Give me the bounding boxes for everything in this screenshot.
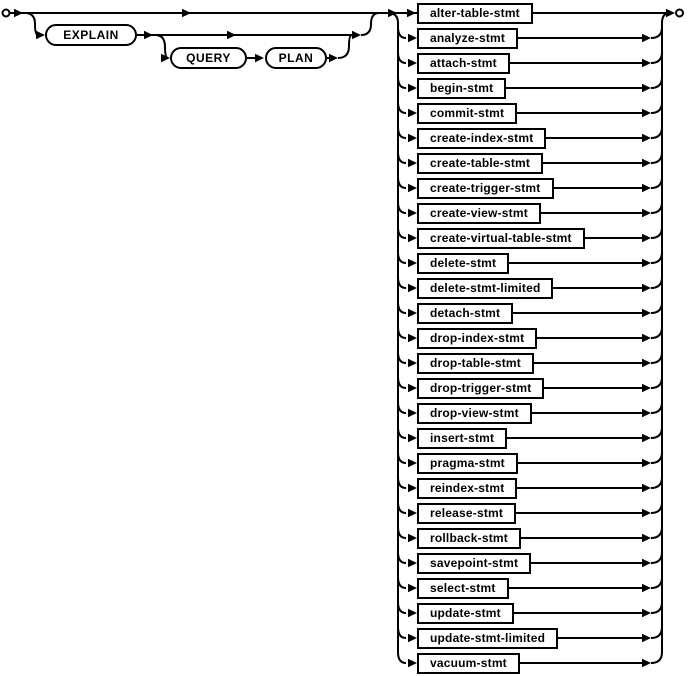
nonterminal-alter-table-stmt[interactable]: alter-table-stmt [417,3,533,24]
nonterminal-update-stmt[interactable]: update-stmt [417,603,514,624]
nonterminal-update-stmt-limited[interactable]: update-stmt-limited [417,628,558,649]
nonterminal-create-virtual-table-stmt[interactable]: create-virtual-table-stmt [417,228,585,249]
keyword-query: QUERY [170,47,247,69]
nonterminal-attach-stmt[interactable]: attach-stmt [417,53,510,74]
nonterminal-analyze-stmt[interactable]: analyze-stmt [417,28,518,49]
nonterminal-reindex-stmt[interactable]: reindex-stmt [417,478,517,499]
nonterminal-release-stmt[interactable]: release-stmt [417,503,516,524]
nonterminal-insert-stmt[interactable]: insert-stmt [417,428,507,449]
nonterminal-commit-stmt[interactable]: commit-stmt [417,103,517,124]
nonterminal-rollback-stmt[interactable]: rollback-stmt [417,528,521,549]
nonterminal-create-table-stmt[interactable]: create-table-stmt [417,153,543,174]
nonterminal-delete-stmt-limited[interactable]: delete-stmt-limited [417,278,553,299]
nonterminal-begin-stmt[interactable]: begin-stmt [417,78,506,99]
nonterminal-drop-trigger-stmt[interactable]: drop-trigger-stmt [417,378,544,399]
connector-paths [10,13,670,663]
end-terminal-icon [676,10,683,17]
nonterminal-drop-table-stmt[interactable]: drop-table-stmt [417,353,534,374]
nonterminal-detach-stmt[interactable]: detach-stmt [417,303,513,324]
nonterminal-create-view-stmt[interactable]: create-view-stmt [417,203,541,224]
nonterminal-create-trigger-stmt[interactable]: create-trigger-stmt [417,178,554,199]
nonterminal-drop-index-stmt[interactable]: drop-index-stmt [417,328,537,349]
nonterminal-pragma-stmt[interactable]: pragma-stmt [417,453,518,474]
nonterminal-create-index-stmt[interactable]: create-index-stmt [417,128,546,149]
nonterminal-drop-view-stmt[interactable]: drop-view-stmt [417,403,532,424]
nonterminal-select-stmt[interactable]: select-stmt [417,578,509,599]
start-terminal-icon [3,10,10,17]
keyword-explain: EXPLAIN [45,24,137,46]
nonterminal-vacuum-stmt[interactable]: vacuum-stmt [417,653,520,674]
nonterminal-savepoint-stmt[interactable]: savepoint-stmt [417,553,531,574]
nonterminal-delete-stmt[interactable]: delete-stmt [417,253,509,274]
keyword-plan: PLAN [265,47,327,69]
